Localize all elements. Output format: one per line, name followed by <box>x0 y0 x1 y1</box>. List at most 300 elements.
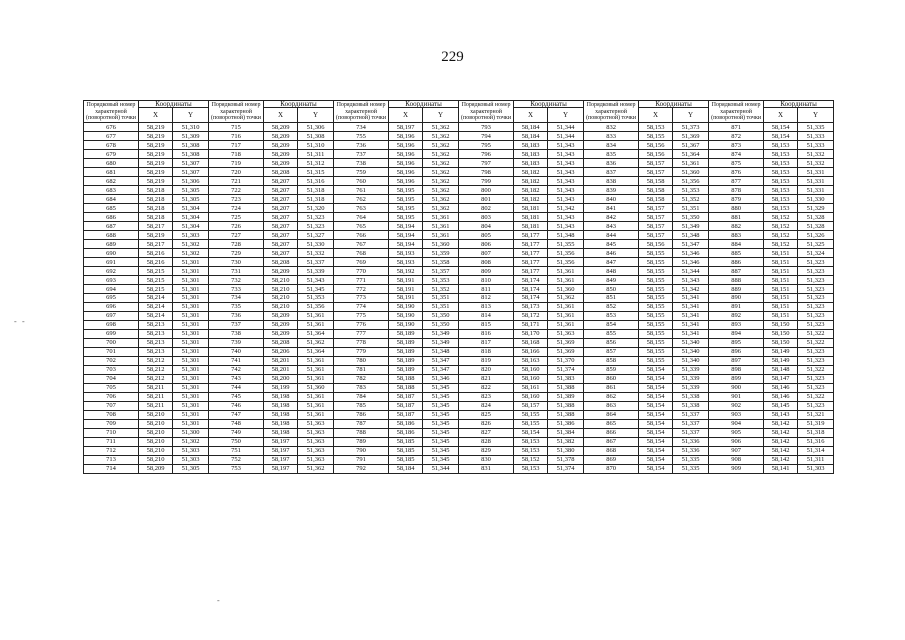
y-coordinate-cell: 51,344 <box>673 267 709 276</box>
y-coordinate-cell: 51,301 <box>173 338 209 347</box>
point-number-cell: 726 <box>209 222 264 231</box>
coordinates-header: Координаты <box>389 101 459 108</box>
x-header: X <box>389 108 423 123</box>
point-number-cell: 864 <box>584 410 639 419</box>
y-coordinate-cell: 51,348 <box>548 231 584 240</box>
x-coordinate-cell: 58,198 <box>264 428 298 437</box>
y-coordinate-cell: 51,318 <box>798 428 834 437</box>
point-number-cell: 896 <box>709 347 764 356</box>
table-row <box>84 177 834 186</box>
y-coordinate-cell: 51,362 <box>423 150 459 159</box>
point-number-cell: 816 <box>459 329 514 338</box>
x-coordinate-cell: 58,150 <box>764 320 798 329</box>
y-coordinate-cell: 51,361 <box>298 356 334 365</box>
x-coordinate-cell: 58,209 <box>264 159 298 168</box>
x-coordinate-cell: 58,177 <box>514 267 548 276</box>
x-coordinate-cell: 58,174 <box>514 294 548 303</box>
point-number-header: Порядковый номер характерной (поворотной) точки <box>209 101 264 123</box>
x-coordinate-cell: 58,188 <box>389 383 423 392</box>
x-coordinate-cell: 58,155 <box>639 329 673 338</box>
y-coordinate-cell: 51,361 <box>298 320 334 329</box>
x-coordinate-cell: 58,157 <box>639 231 673 240</box>
x-coordinate-cell: 58,191 <box>389 276 423 285</box>
point-number-cell: 861 <box>584 383 639 392</box>
y-coordinate-cell: 51,343 <box>548 222 584 231</box>
y-coordinate-cell: 51,347 <box>423 356 459 365</box>
point-number-cell: 812 <box>459 294 514 303</box>
x-coordinate-cell: 58,212 <box>139 356 173 365</box>
y-coordinate-cell: 51,341 <box>673 294 709 303</box>
x-coordinate-cell: 58,191 <box>389 285 423 294</box>
y-coordinate-cell: 51,305 <box>173 186 209 195</box>
y-coordinate-cell: 51,343 <box>548 150 584 159</box>
point-number-cell: 858 <box>584 356 639 365</box>
x-coordinate-cell: 58,157 <box>639 159 673 168</box>
y-coordinate-cell: 51,380 <box>548 446 584 455</box>
table-row <box>84 410 834 419</box>
y-coordinate-cell: 51,326 <box>798 231 834 240</box>
x-coordinate-cell: 58,154 <box>639 365 673 374</box>
point-number-cell: 880 <box>709 204 764 213</box>
point-number-cell: 755 <box>334 132 389 141</box>
table-row <box>84 294 834 303</box>
y-coordinate-cell: 51,347 <box>673 240 709 249</box>
x-coordinate-cell: 58,214 <box>139 294 173 303</box>
point-number-cell: 764 <box>334 213 389 222</box>
point-number-cell: 784 <box>334 392 389 401</box>
point-number-cell: 800 <box>459 186 514 195</box>
point-number-cell: 905 <box>709 428 764 437</box>
y-coordinate-cell: 51,362 <box>423 204 459 213</box>
y-coordinate-cell: 51,323 <box>798 258 834 267</box>
point-number-cell: 839 <box>584 186 639 195</box>
table-row <box>84 231 834 240</box>
table-row <box>84 267 834 276</box>
point-number-cell: 776 <box>334 320 389 329</box>
x-coordinate-cell: 58,157 <box>639 222 673 231</box>
y-coordinate-cell: 51,343 <box>548 159 584 168</box>
x-coordinate-cell: 58,152 <box>764 213 798 222</box>
point-number-cell: 770 <box>334 267 389 276</box>
x-coordinate-cell: 58,210 <box>139 428 173 437</box>
x-coordinate-cell: 58,152 <box>764 222 798 231</box>
y-coordinate-cell: 51,318 <box>298 195 334 204</box>
y-coordinate-cell: 51,350 <box>423 311 459 320</box>
x-coordinate-cell: 58,210 <box>264 302 298 311</box>
table-row <box>84 455 834 464</box>
point-number-cell: 747 <box>209 410 264 419</box>
point-number-cell: 893 <box>709 320 764 329</box>
y-coordinate-cell: 51,323 <box>798 311 834 320</box>
y-coordinate-cell: 51,348 <box>423 347 459 356</box>
point-number-cell: 716 <box>209 132 264 141</box>
x-coordinate-cell: 58,197 <box>264 455 298 464</box>
y-coordinate-cell: 51,363 <box>298 419 334 428</box>
point-number-cell: 792 <box>334 464 389 473</box>
point-number-cell: 734 <box>209 294 264 303</box>
y-coordinate-cell: 51,362 <box>423 159 459 168</box>
point-number-cell: 778 <box>334 338 389 347</box>
x-coordinate-cell: 58,148 <box>764 365 798 374</box>
x-coordinate-cell: 58,212 <box>139 365 173 374</box>
point-number-cell: 720 <box>209 168 264 177</box>
table-row <box>84 419 834 428</box>
y-coordinate-cell: 51,301 <box>173 302 209 311</box>
y-coordinate-cell: 51,345 <box>423 419 459 428</box>
y-coordinate-cell: 51,363 <box>298 428 334 437</box>
x-coordinate-cell: 58,155 <box>639 338 673 347</box>
y-coordinate-cell: 51,362 <box>298 464 334 473</box>
x-coordinate-cell: 58,156 <box>639 240 673 249</box>
y-coordinate-cell: 51,335 <box>673 464 709 473</box>
y-coordinate-cell: 51,361 <box>298 392 334 401</box>
y-header: Y <box>298 108 334 123</box>
point-number-cell: 802 <box>459 204 514 213</box>
point-number-cell: 796 <box>459 150 514 159</box>
y-coordinate-cell: 51,333 <box>798 141 834 150</box>
point-number-cell: 822 <box>459 383 514 392</box>
y-coordinate-cell: 51,383 <box>548 374 584 383</box>
point-number-cell: 804 <box>459 222 514 231</box>
point-number-header: Порядковый номер характерной (поворотной) точки <box>334 101 389 123</box>
x-coordinate-cell: 58,151 <box>764 311 798 320</box>
y-coordinate-cell: 51,330 <box>298 240 334 249</box>
x-coordinate-cell: 58,185 <box>389 455 423 464</box>
y-coordinate-cell: 51,345 <box>423 446 459 455</box>
y-coordinate-cell: 51,301 <box>173 401 209 410</box>
point-number-cell: 881 <box>709 213 764 222</box>
y-coordinate-cell: 51,362 <box>423 132 459 141</box>
point-number-cell: 738 <box>334 159 389 168</box>
x-coordinate-cell: 58,193 <box>389 249 423 258</box>
point-number-cell: 906 <box>709 437 764 446</box>
point-number-cell: 840 <box>584 195 639 204</box>
x-coordinate-cell: 58,192 <box>389 267 423 276</box>
point-number-cell: 779 <box>334 347 389 356</box>
point-number-cell: 797 <box>459 159 514 168</box>
table-row <box>84 329 834 338</box>
x-coordinate-cell: 58,182 <box>514 168 548 177</box>
point-number-cell: 821 <box>459 374 514 383</box>
y-coordinate-cell: 51,323 <box>798 401 834 410</box>
y-coordinate-cell: 51,316 <box>798 437 834 446</box>
y-coordinate-cell: 51,333 <box>798 132 834 141</box>
point-number-cell: 828 <box>459 437 514 446</box>
x-coordinate-cell: 58,209 <box>264 150 298 159</box>
x-coordinate-cell: 58,151 <box>764 302 798 311</box>
x-coordinate-cell: 58,213 <box>139 320 173 329</box>
point-number-cell: 725 <box>209 213 264 222</box>
x-coordinate-cell: 58,186 <box>389 419 423 428</box>
y-coordinate-cell: 51,301 <box>173 258 209 267</box>
point-number-cell: 862 <box>584 392 639 401</box>
point-number-cell: 744 <box>209 383 264 392</box>
y-coordinate-cell: 51,301 <box>173 267 209 276</box>
y-coordinate-cell: 51,339 <box>673 374 709 383</box>
point-number-cell: 733 <box>209 285 264 294</box>
y-coordinate-cell: 51,310 <box>173 123 209 132</box>
point-number-cell: 869 <box>584 455 639 464</box>
x-coordinate-cell: 58,153 <box>764 177 798 186</box>
point-number-cell: 772 <box>334 285 389 294</box>
table-row <box>84 213 834 222</box>
x-coordinate-cell: 58,207 <box>264 195 298 204</box>
y-coordinate-cell: 51,305 <box>173 464 209 473</box>
point-number-cell: 835 <box>584 150 639 159</box>
point-number-cell: 829 <box>459 446 514 455</box>
y-coordinate-cell: 51,343 <box>548 186 584 195</box>
x-coordinate-cell: 58,209 <box>264 267 298 276</box>
x-coordinate-cell: 58,185 <box>389 437 423 446</box>
y-coordinate-cell: 51,349 <box>423 338 459 347</box>
y-coordinate-cell: 51,382 <box>548 437 584 446</box>
point-number-cell: 904 <box>709 419 764 428</box>
y-coordinate-cell: 51,356 <box>548 249 584 258</box>
point-number-cell: 883 <box>709 231 764 240</box>
y-coordinate-cell: 51,340 <box>673 338 709 347</box>
point-number-cell: 897 <box>709 356 764 365</box>
y-coordinate-cell: 51,343 <box>673 276 709 285</box>
x-coordinate-cell: 58,198 <box>264 419 298 428</box>
x-coordinate-cell: 58,154 <box>764 132 798 141</box>
point-number-cell: 741 <box>209 356 264 365</box>
y-coordinate-cell: 51,322 <box>798 365 834 374</box>
point-number-cell: 819 <box>459 356 514 365</box>
y-coordinate-cell: 51,308 <box>298 132 334 141</box>
x-coordinate-cell: 58,190 <box>389 311 423 320</box>
point-number-cell: 892 <box>709 311 764 320</box>
point-number-cell: 805 <box>459 231 514 240</box>
point-number-cell: 809 <box>459 267 514 276</box>
table-row <box>84 383 834 392</box>
y-coordinate-cell: 51,339 <box>298 267 334 276</box>
x-coordinate-cell: 58,153 <box>514 464 548 473</box>
y-coordinate-cell: 51,303 <box>173 455 209 464</box>
y-coordinate-cell: 51,311 <box>798 455 834 464</box>
point-number-cell: 753 <box>209 464 264 473</box>
point-number-cell: 888 <box>709 276 764 285</box>
point-number-cell: 860 <box>584 374 639 383</box>
x-coordinate-cell: 58,197 <box>264 446 298 455</box>
point-number-cell: 712 <box>84 446 139 455</box>
point-number-cell: 704 <box>84 374 139 383</box>
y-coordinate-cell: 51,332 <box>798 159 834 168</box>
y-coordinate-cell: 51,362 <box>423 141 459 150</box>
point-number-cell: 685 <box>84 204 139 213</box>
x-coordinate-cell: 58,210 <box>139 437 173 446</box>
point-number-cell: 852 <box>584 302 639 311</box>
point-number-cell: 886 <box>709 258 764 267</box>
x-coordinate-cell: 58,154 <box>639 428 673 437</box>
point-number-cell: 684 <box>84 195 139 204</box>
y-coordinate-cell: 51,303 <box>798 464 834 473</box>
x-coordinate-cell: 58,155 <box>514 410 548 419</box>
point-number-cell: 830 <box>459 455 514 464</box>
point-number-cell: 765 <box>334 222 389 231</box>
x-coordinate-cell: 58,182 <box>514 195 548 204</box>
x-coordinate-cell: 58,158 <box>639 195 673 204</box>
x-coordinate-cell: 58,152 <box>764 240 798 249</box>
point-number-header: Порядковый номер характерной (поворотной) точки <box>709 101 764 123</box>
x-coordinate-cell: 58,160 <box>514 365 548 374</box>
table-row <box>84 374 834 383</box>
table-row <box>84 365 834 374</box>
y-coordinate-cell: 51,362 <box>423 195 459 204</box>
point-number-cell: 826 <box>459 419 514 428</box>
x-coordinate-cell: 58,211 <box>139 401 173 410</box>
y-coordinate-cell: 51,349 <box>673 222 709 231</box>
point-number-cell: 890 <box>709 294 764 303</box>
point-number-cell: 855 <box>584 329 639 338</box>
margin-mark: - <box>14 317 17 326</box>
x-coordinate-cell: 58,219 <box>139 231 173 240</box>
point-number-cell: 697 <box>84 311 139 320</box>
point-number-cell: 902 <box>709 401 764 410</box>
point-number-cell: 687 <box>84 222 139 231</box>
x-coordinate-cell: 58,210 <box>139 419 173 428</box>
x-coordinate-cell: 58,216 <box>139 258 173 267</box>
point-number-cell: 838 <box>584 177 639 186</box>
x-coordinate-cell: 58,196 <box>389 159 423 168</box>
x-coordinate-cell: 58,210 <box>139 446 173 455</box>
y-coordinate-cell: 51,350 <box>673 213 709 222</box>
y-coordinate-cell: 51,342 <box>673 285 709 294</box>
point-number-cell: 710 <box>84 428 139 437</box>
y-coordinate-cell: 51,364 <box>298 329 334 338</box>
x-coordinate-cell: 58,207 <box>264 231 298 240</box>
x-coordinate-cell: 58,211 <box>139 392 173 401</box>
coordinates-header: Координаты <box>764 101 834 108</box>
point-number-cell: 706 <box>84 392 139 401</box>
y-coordinate-cell: 51,322 <box>798 329 834 338</box>
x-coordinate-cell: 58,153 <box>514 437 548 446</box>
point-number-cell: 738 <box>209 329 264 338</box>
x-coordinate-cell: 58,219 <box>139 159 173 168</box>
point-number-cell: 681 <box>84 168 139 177</box>
point-number-cell: 711 <box>84 437 139 446</box>
point-number-cell: 785 <box>334 401 389 410</box>
y-coordinate-cell: 51,340 <box>673 347 709 356</box>
x-coordinate-cell: 58,210 <box>139 455 173 464</box>
x-coordinate-cell: 58,152 <box>764 231 798 240</box>
table-row <box>84 428 834 437</box>
x-header: X <box>764 108 798 123</box>
x-coordinate-cell: 58,219 <box>139 141 173 150</box>
x-coordinate-cell: 58,196 <box>389 141 423 150</box>
y-coordinate-cell: 51,315 <box>298 168 334 177</box>
point-number-cell: 878 <box>709 186 764 195</box>
y-coordinate-cell: 51,353 <box>423 276 459 285</box>
x-coordinate-cell: 58,142 <box>764 446 798 455</box>
x-coordinate-cell: 58,163 <box>514 356 548 365</box>
point-number-cell: 703 <box>84 365 139 374</box>
point-number-cell: 894 <box>709 329 764 338</box>
page-number: 229 <box>441 49 464 65</box>
y-coordinate-cell: 51,331 <box>798 186 834 195</box>
x-coordinate-cell: 58,190 <box>389 302 423 311</box>
y-coordinate-cell: 51,358 <box>423 258 459 267</box>
point-number-cell: 708 <box>84 410 139 419</box>
y-coordinate-cell: 51,327 <box>298 231 334 240</box>
y-coordinate-cell: 51,369 <box>548 338 584 347</box>
point-number-cell: 889 <box>709 285 764 294</box>
point-number-header: Порядковый номер характерной (поворотной) точки <box>84 101 139 123</box>
x-coordinate-cell: 58,155 <box>639 294 673 303</box>
x-coordinate-cell: 58,219 <box>139 150 173 159</box>
point-number-cell: 780 <box>334 356 389 365</box>
x-coordinate-cell: 58,155 <box>639 285 673 294</box>
y-coordinate-cell: 51,361 <box>548 302 584 311</box>
x-coordinate-cell: 58,219 <box>139 177 173 186</box>
x-coordinate-cell: 58,157 <box>639 204 673 213</box>
x-coordinate-cell: 58,166 <box>514 347 548 356</box>
table-row <box>84 204 834 213</box>
point-number-cell: 768 <box>334 249 389 258</box>
point-number-cell: 691 <box>84 258 139 267</box>
y-coordinate-cell: 51,301 <box>173 374 209 383</box>
y-coordinate-cell: 51,301 <box>173 285 209 294</box>
x-coordinate-cell: 58,201 <box>264 356 298 365</box>
y-coordinate-cell: 51,303 <box>173 446 209 455</box>
table-row <box>84 249 834 258</box>
x-coordinate-cell: 58,187 <box>389 392 423 401</box>
point-number-cell: 799 <box>459 177 514 186</box>
y-coordinate-cell: 51,301 <box>173 383 209 392</box>
y-coordinate-cell: 51,323 <box>798 356 834 365</box>
point-number-cell: 825 <box>459 410 514 419</box>
point-number-cell: 824 <box>459 401 514 410</box>
x-coordinate-cell: 58,154 <box>764 123 798 132</box>
y-coordinate-cell: 51,373 <box>673 123 709 132</box>
x-coordinate-cell: 58,201 <box>264 365 298 374</box>
x-coordinate-cell: 58,181 <box>514 204 548 213</box>
y-coordinate-cell: 51,342 <box>548 204 584 213</box>
x-coordinate-cell: 58,200 <box>264 374 298 383</box>
x-coordinate-cell: 58,153 <box>764 186 798 195</box>
x-header: X <box>139 108 173 123</box>
coordinates-header: Координаты <box>639 101 709 108</box>
x-coordinate-cell: 58,217 <box>139 222 173 231</box>
x-coordinate-cell: 58,209 <box>264 141 298 150</box>
y-coordinate-cell: 51,331 <box>798 177 834 186</box>
point-number-cell: 846 <box>584 249 639 258</box>
x-coordinate-cell: 58,151 <box>764 258 798 267</box>
y-coordinate-cell: 51,360 <box>548 285 584 294</box>
point-number-cell: 810 <box>459 276 514 285</box>
x-coordinate-cell: 58,160 <box>514 374 548 383</box>
y-coordinate-cell: 51,364 <box>673 150 709 159</box>
x-coordinate-cell: 58,183 <box>514 150 548 159</box>
y-coordinate-cell: 51,345 <box>423 455 459 464</box>
y-coordinate-cell: 51,336 <box>673 437 709 446</box>
y-coordinate-cell: 51,350 <box>423 320 459 329</box>
point-number-cell: 887 <box>709 267 764 276</box>
point-number-cell: 676 <box>84 123 139 132</box>
point-number-cell: 696 <box>84 302 139 311</box>
x-coordinate-cell: 58,194 <box>389 222 423 231</box>
point-number-cell: 759 <box>334 168 389 177</box>
point-number-cell: 895 <box>709 338 764 347</box>
x-coordinate-cell: 58,153 <box>764 159 798 168</box>
y-coordinate-cell: 51,338 <box>673 392 709 401</box>
point-number-cell: 842 <box>584 213 639 222</box>
table-row <box>84 276 834 285</box>
x-coordinate-cell: 58,171 <box>514 320 548 329</box>
x-coordinate-cell: 58,149 <box>764 356 798 365</box>
y-coordinate-cell: 51,323 <box>298 213 334 222</box>
y-coordinate-cell: 51,301 <box>173 347 209 356</box>
x-coordinate-cell: 58,209 <box>139 464 173 473</box>
